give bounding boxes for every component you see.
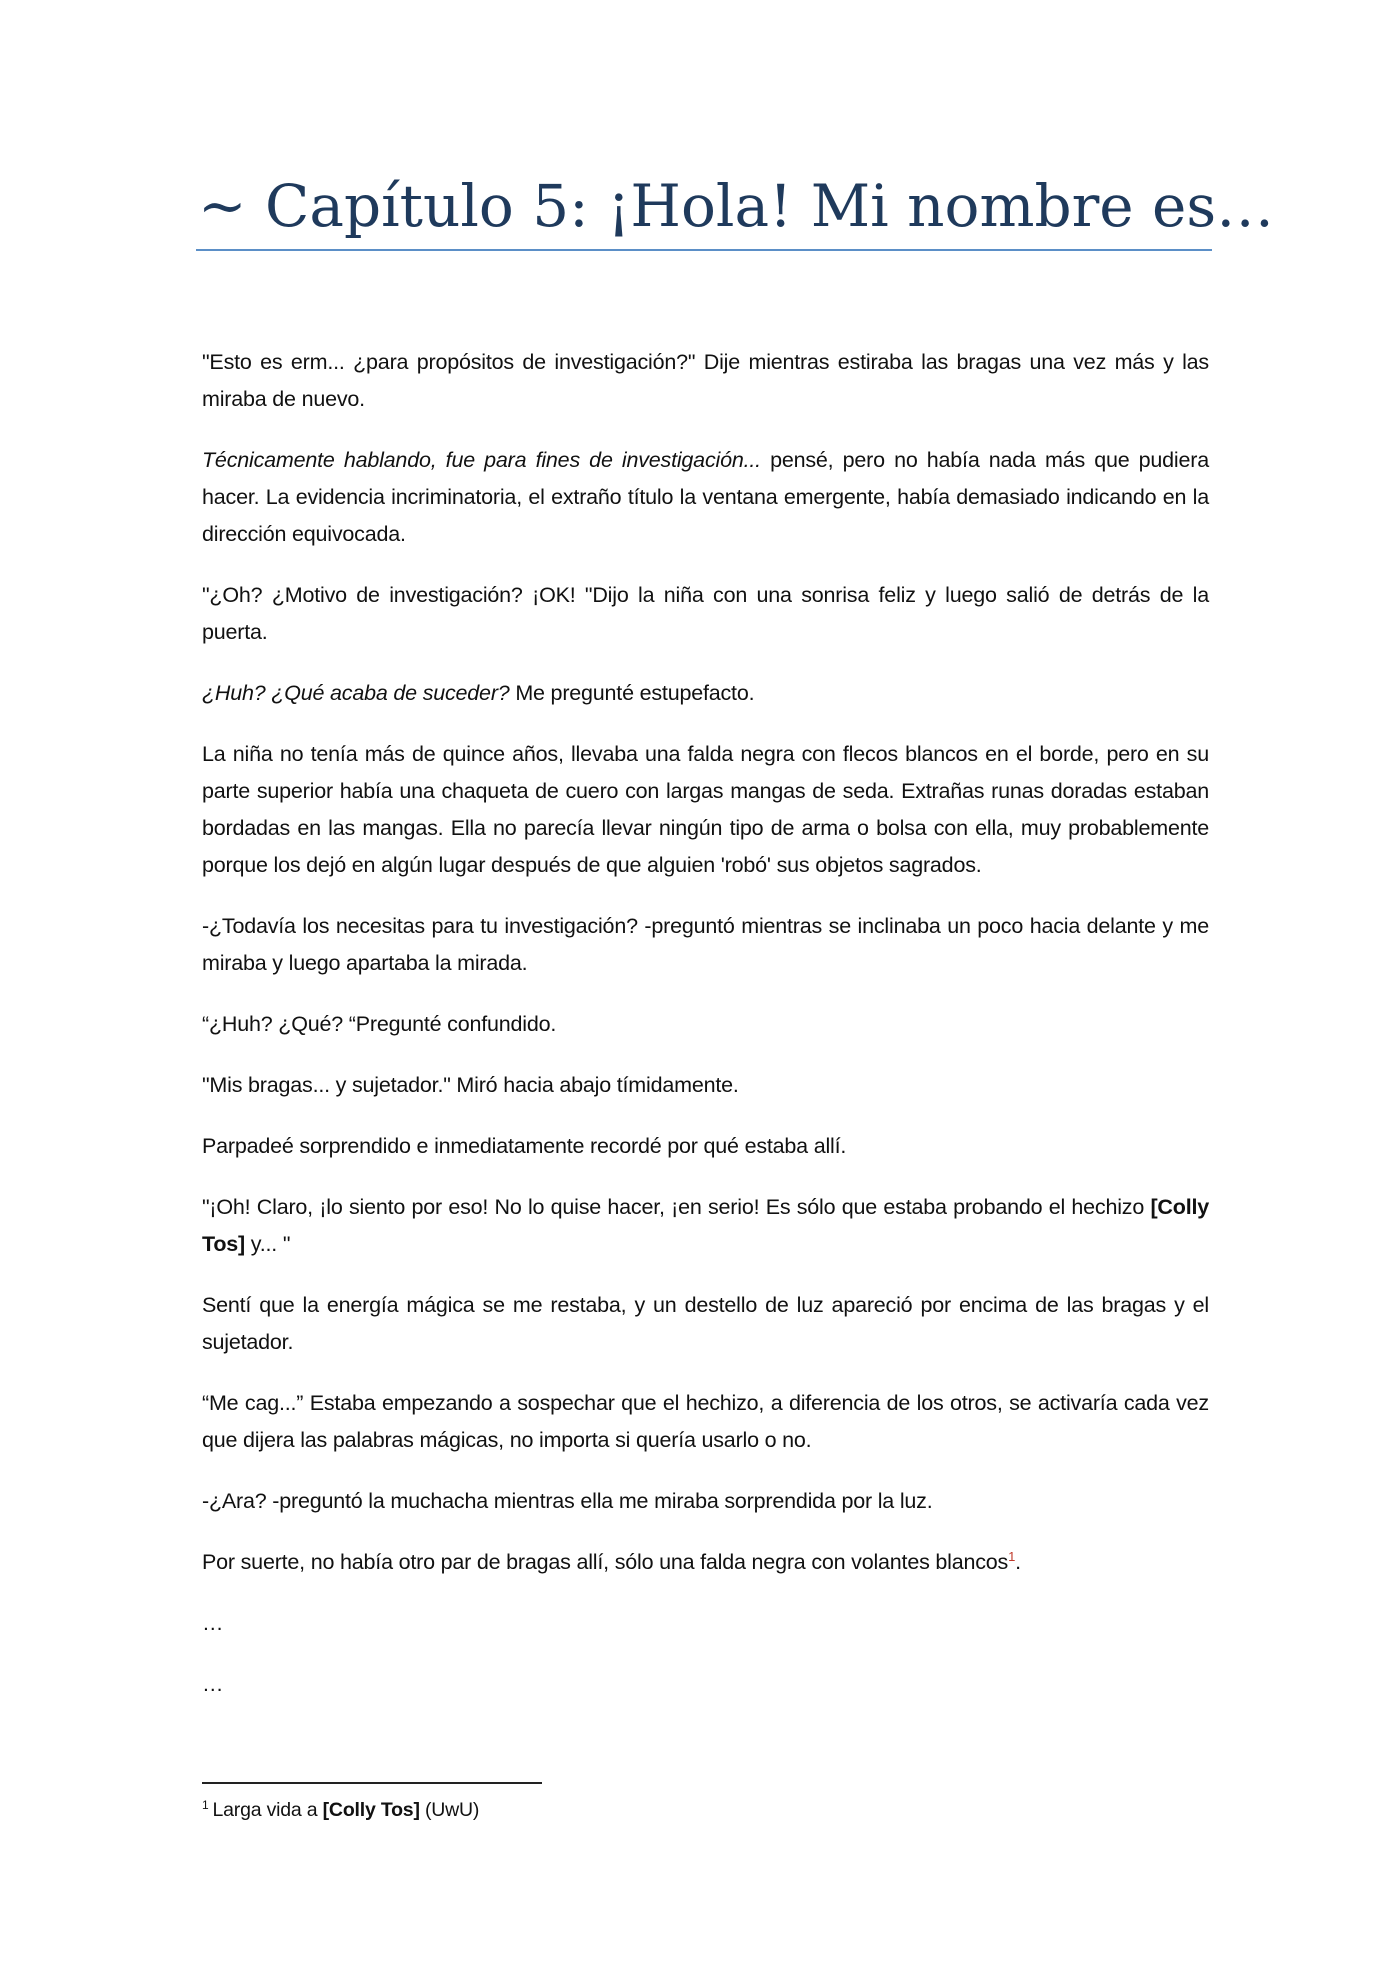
paragraph-3: "¿Oh? ¿Motivo de investigación? ¡OK! "Dijo la niña con una sonrisa feliz y luego salió de detrás de la puerta.	[202, 583, 1209, 644]
paragraph-11: Sentí que la energía mágica se me restaba, y un destello de luz apareció por encima de las bragas y el sujetador.	[202, 1293, 1209, 1354]
paragraph-8: "Mis bragas... y sujetador." Miró hacia abajo tímidamente.	[202, 1073, 739, 1097]
paragraph-14-end: .	[1015, 1550, 1021, 1574]
paragraph-6: -¿Todavía los necesitas para tu investigación? -preguntó mientras se inclinaba un poco hacia delante y me miraba y luego apartaba la mirada.	[202, 914, 1209, 975]
paragraph-12: “Me cag...” Estaba empezando a sospechar que el hechizo, a diferencia de los otros, se activaría cada vez que dijera las palabras mágicas, no importa si quería usarlo o no.	[202, 1391, 1209, 1452]
paragraph-1: "Esto es erm... ¿para propósitos de investigación?" Dije mientras estiraba las bragas una vez más y las miraba de nuevo.	[202, 350, 1209, 411]
paragraph-10	[202, 1189, 1209, 1263]
paragraph-10-text-b: y... "	[245, 1232, 291, 1256]
paragraph-7: “¿Huh? ¿Qué? “Pregunté confundido.	[202, 1012, 557, 1036]
ellipsis-2: …	[202, 1672, 224, 1696]
footnote-number: 1	[202, 1797, 209, 1812]
paragraph-2	[202, 442, 1209, 553]
spell-name: [Colly Tos]	[202, 1195, 1209, 1256]
chapter-title: ~ Capítulo 5: ¡Hola! Mi nombre es…	[198, 172, 1275, 240]
footnote-separator	[202, 1782, 542, 1784]
footnote-spell-name: [Colly Tos]	[322, 1799, 420, 1821]
paragraph-4-text: Me pregunté estupefacto.	[509, 681, 755, 705]
paragraph-5: La niña no tenía más de quince años, llevaba una falda negra con flecos blancos en el borde, pero en su parte superior había una chaqueta de cuero con largas mangas de seda. Extrañas runas doradas estaban bordadas en las mangas. Ella no parecía llevar ningún tipo de arma o bolsa con ella, muy probablemente porque los dejó en algún lugar después de que alguien 'robó' sus objetos sagrados.	[202, 742, 1209, 877]
chapter-body	[202, 344, 1209, 1727]
footnote-text-a: Larga vida a	[212, 1799, 323, 1821]
paragraph-4-thought: ¿Huh? ¿Qué acaba de suceder?	[202, 681, 510, 705]
paragraph-4	[202, 675, 1209, 712]
title-underline	[196, 249, 1212, 251]
paragraph-13: -¿Ara? -preguntó la muchacha mientras ella me miraba sorprendida por la luz.	[202, 1489, 933, 1513]
footnote	[202, 1795, 1102, 1825]
paragraph-2-text: pensé, pero no había nada más que pudiera hacer. La evidencia incriminatoria, el extraño título la ventana emergente, había demasiado indicando en la dirección equivocada.	[202, 448, 1209, 546]
paragraph-10-text-a: "¡Oh! Claro, ¡lo siento por eso! No lo quise hacer, ¡en serio! Es sólo que estaba probando el hechizo	[202, 1195, 1151, 1219]
paragraph-14-text: Por suerte, no había otro par de bragas allí, sólo una falda negra con volantes blancos	[202, 1550, 1009, 1574]
footnote-text-b: (UwU)	[419, 1799, 480, 1821]
ellipsis-1: …	[202, 1611, 224, 1635]
paragraph-14	[202, 1544, 1209, 1581]
footnote-reference[interactable]: 1	[1008, 1548, 1016, 1564]
paragraph-9: Parpadeé sorprendido e inmediatamente recordé por qué estaba allí.	[202, 1134, 847, 1158]
paragraph-2-thought: Técnicamente hablando, fue para fines de investigación...	[202, 448, 761, 472]
